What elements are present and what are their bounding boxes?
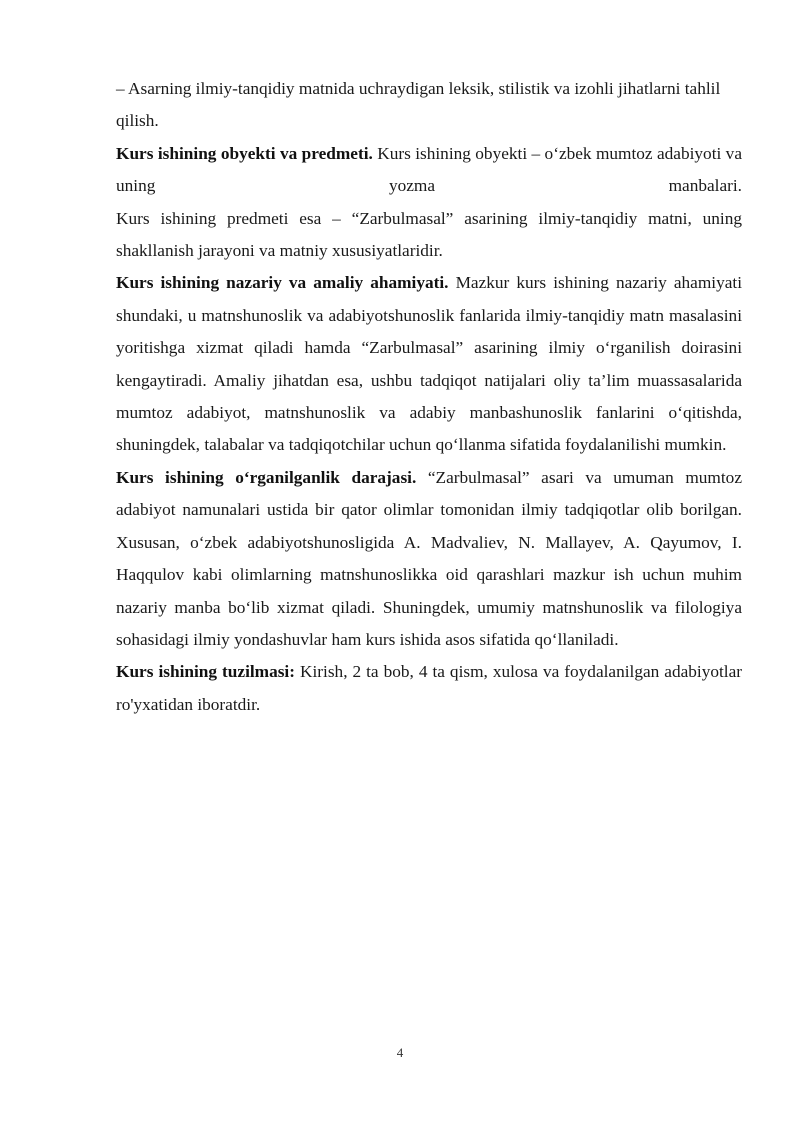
paragraph-text: Kurs ishining obyekti – o‘zbek mumtoz adabiyoti va uning yozma manbalari. (116, 143, 742, 196)
paragraph-subject (116, 203, 742, 268)
paragraph-heading: Kurs ishining tuzilmasi: (116, 662, 300, 682)
paragraph-object-subject (116, 138, 742, 203)
paragraph-text: Kurs ishining predmeti esa – “Zarbulmasal” asarining ilmiy-tanqidiy matni, uning shakllanish jarayoni va matniy xususiyatlaridir. (116, 208, 742, 261)
paragraph-text: Kirish, 2 ta bob, 4 ta qism, xulosa va foydalanilgan adabiyotlar ro'yxatidan iboratdir. (116, 662, 742, 714)
paragraph-structure (116, 656, 742, 721)
paragraph-heading: Kurs ishining nazariy va amaliy ahamiyati. (116, 273, 456, 293)
paragraph-task-item (116, 73, 742, 138)
page-body (116, 73, 742, 721)
paragraph-text: “Zarbulmasal” asari va umuman mumtoz adabiyot namunalari ustida bir qator olimlar tomonidan ilmiy tadqiqotlar olib borilgan. Xususan, o‘zbek adabiyotshunosligida A. Madvaliev, N. Mallayev, A. Qayumov, I. Haqqulov kabi olimlarning matnshunoslikka oid qarashlari mazkur ish uchun muhim nazariy manba bo‘lib xizmat qiladi. Shuningdek, umumiy matnshunoslik va filologiya sohasidagi ilmiy yondashuvlar ham kurs ishida asos sifatida qo‘llaniladi. (116, 467, 742, 649)
paragraph-text: Mazkur kurs ishining nazariy ahamiyati shundaki, u matnshunoslik va adabiyotshunoslik fanlarida ilmiy-tanqidiy matn masalasini yoritishga xizmat qiladi hamda “Zarbulmasal” asarining ilmiy o‘rganilish doirasini kengaytiradi. Amaliy jihatdan esa, ushbu tadqiqot natijalari oliy ta’lim muassasalarida mumtoz adabiyot, matnshunoslik va adabiy manbashunoslik fanlarini o‘qitishda, shuningdek, talabalar va tadqiqotchilar uchun qo‘llanma sifatida foydalanilishi mumkin. (116, 273, 742, 455)
paragraph-heading: Kurs ishining o‘rganilganlik darajasi. (116, 467, 428, 487)
paragraph-study-level (116, 462, 742, 656)
paragraph-text: – Asarning ilmiy-tanqidiy matnida uchraydigan leksik, stilistik va izohli jihatlarni tahlil qilish. (116, 79, 721, 131)
page-number: 4 (396, 1045, 404, 1060)
paragraph-significance (116, 267, 742, 461)
paragraph-heading: Kurs ishining obyekti va predmeti. (116, 143, 378, 163)
